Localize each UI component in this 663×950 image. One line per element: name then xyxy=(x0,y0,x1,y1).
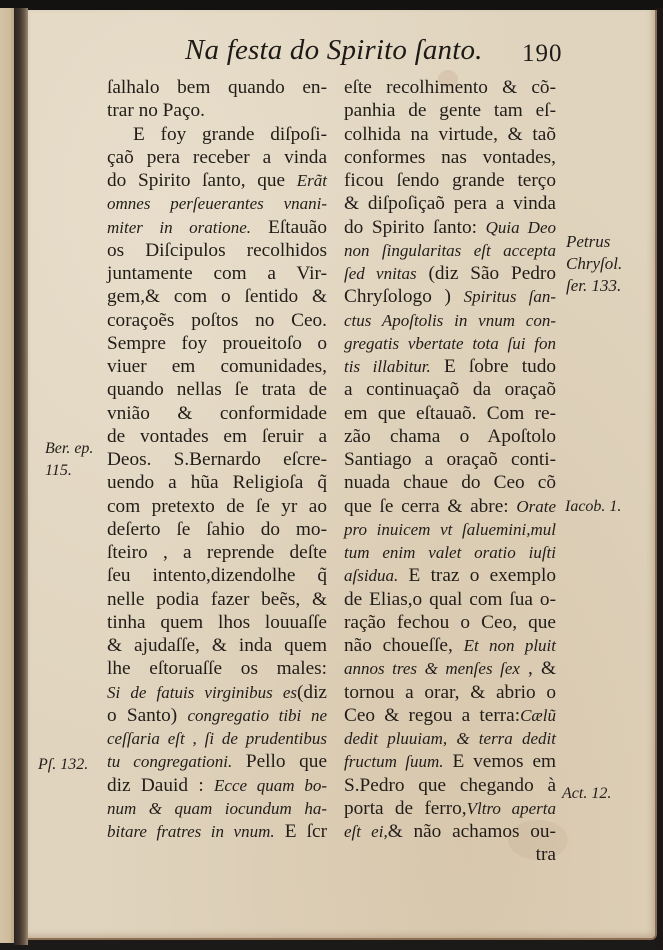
line-text: de vontades em ſeruir a xyxy=(107,425,327,447)
text-line xyxy=(344,797,556,820)
text-line xyxy=(107,239,327,262)
line-text: S.Pedro que chegando à xyxy=(344,774,556,796)
text-line xyxy=(344,611,556,634)
latin-quote: bitare fratres in vnum. xyxy=(107,822,275,841)
line-text: em que eſtauaõ. Com re- xyxy=(344,402,556,424)
marginal-line: Ber. ep. xyxy=(45,440,94,457)
line-text: ſteiro , a reprende deſte xyxy=(107,542,327,563)
running-title: Na festa do Spirito ſanto. xyxy=(185,34,483,66)
line-text: juntamente com a Vir- xyxy=(107,263,327,284)
latin-quote: Spiritus ſan- xyxy=(463,287,556,307)
text-line xyxy=(107,123,327,146)
marginal-line: Act. 12. xyxy=(562,785,612,802)
line-text: do Spirito ſanto, que xyxy=(107,170,297,191)
text-line xyxy=(344,448,556,471)
text-line xyxy=(344,146,556,169)
line-text: uendo a hũa Religioſa q̃ xyxy=(107,472,327,494)
latin-quote: Ecce quam bo- xyxy=(214,775,327,795)
text-line xyxy=(107,402,327,425)
text-line xyxy=(344,216,556,239)
text-line xyxy=(107,192,327,215)
text-line xyxy=(344,541,556,564)
marginal-line: 115. xyxy=(45,462,72,479)
latin-quote: eſt ei, xyxy=(344,822,388,841)
latin-quote: congregatio tibi ne xyxy=(187,705,327,725)
line-text: çaõ pera receber a vinda xyxy=(107,146,327,168)
text-line xyxy=(344,495,556,518)
latin-quote: tum enim valet oratio iuſti xyxy=(344,543,556,562)
text-line xyxy=(107,634,327,657)
line-text: eſte recolhimento & cõ- xyxy=(344,77,556,98)
text-line xyxy=(344,309,556,332)
text-line xyxy=(107,355,327,378)
text-line xyxy=(344,518,556,541)
line-text: não choueſſe, xyxy=(344,635,464,656)
text-line xyxy=(344,704,556,727)
marginal-line: Petrus xyxy=(566,232,611,251)
line-text: Pello que xyxy=(232,751,328,773)
line-text: tornou a orar, & abrio o xyxy=(344,681,556,703)
line-text: quando nellas ſe trata de xyxy=(107,379,327,401)
text-line xyxy=(107,285,327,308)
marginal-note-acts xyxy=(562,783,611,805)
text-line xyxy=(107,774,327,797)
text-line xyxy=(344,239,556,262)
line-text: viuer em comunidades, xyxy=(107,356,327,377)
line-text: Chryſologo ) xyxy=(344,286,464,308)
latin-quote: non ſingularitas eſt accepta xyxy=(344,240,556,260)
line-text: & não achamos ou- xyxy=(387,821,556,842)
text-line xyxy=(107,169,327,192)
line-text: & ajudaſſe, & inda quem xyxy=(107,635,327,656)
text-line xyxy=(344,169,556,192)
scan-top-border xyxy=(0,0,663,10)
text-line xyxy=(344,634,556,657)
text-line xyxy=(107,541,327,564)
line-text: & diſpoſiçaõ pera a vinda xyxy=(344,193,556,215)
marginal-line: Chryſol. xyxy=(566,254,623,273)
latin-quote: aſsidua. xyxy=(344,566,399,586)
line-text: E ſobre tudo xyxy=(430,356,556,377)
line-text: deſerto ſe ſahio do mo- xyxy=(107,518,327,540)
page-header xyxy=(160,34,600,74)
text-line xyxy=(107,681,327,704)
line-text: a continuaçaõ da oraçaõ xyxy=(344,379,556,401)
latin-quote: Quia Deo xyxy=(485,217,556,237)
text-line xyxy=(107,471,327,494)
line-text: porta de ferro, xyxy=(344,797,467,819)
latin-quote: dedit pluuiam, & terra dedit xyxy=(344,729,556,748)
line-text: Deos. S.Bernardo eſcre- xyxy=(107,449,327,470)
text-line xyxy=(344,402,556,425)
text-line xyxy=(344,355,556,378)
latin-quote: Si de fatuis virginibus es xyxy=(107,682,298,702)
text-line xyxy=(107,588,327,611)
latin-quote: tu congregationi. xyxy=(107,752,233,772)
latin-quote: pro inuicem vt ſaluemini,mul xyxy=(344,519,556,539)
line-text: panhia de gente tam eſ- xyxy=(344,100,556,122)
text-line xyxy=(344,588,556,611)
line-text: coraçoẽs poſtos no Ceo. xyxy=(107,309,327,331)
text-line xyxy=(344,774,556,797)
latin-quote: num & quam iocundum ha- xyxy=(107,798,327,818)
line-text: diz Dauid : xyxy=(107,774,215,796)
text-line xyxy=(107,750,327,773)
text-line xyxy=(344,681,556,704)
line-text: Sempre foy proueitoſo o xyxy=(107,332,327,354)
latin-quote: fructum ſuum. xyxy=(344,752,444,772)
previous-page-edge xyxy=(0,8,14,943)
text-line xyxy=(107,564,327,587)
latin-quote: Et non pluit xyxy=(463,636,556,655)
marginal-line: ſer. 133. xyxy=(566,276,622,295)
line-text: gem,& com o ſentido & xyxy=(107,286,327,308)
text-line xyxy=(107,611,327,634)
text-line xyxy=(107,309,327,332)
line-text: com pretexto de ſe yr ao xyxy=(107,495,327,517)
line-text: os Diſcipulos recolhidos xyxy=(107,239,327,261)
text-line xyxy=(344,820,556,843)
text-line xyxy=(344,285,556,308)
text-line xyxy=(107,262,327,285)
text-line xyxy=(107,76,327,99)
line-text: de Elias,o qual com ſua o- xyxy=(344,588,556,610)
text-line xyxy=(344,123,556,146)
text-line xyxy=(344,750,556,773)
text-line xyxy=(107,727,327,750)
marginal-note-psalm xyxy=(38,754,88,776)
line-text: lhe eſtoruaſſe os males: xyxy=(107,658,327,680)
line-text: conformes nas vontades, xyxy=(344,146,556,168)
line-text: trar no Paço. xyxy=(107,100,205,122)
line-text: E vemos em xyxy=(443,751,557,773)
book-gutter xyxy=(14,8,28,945)
catchword xyxy=(344,843,556,866)
latin-quote: gregatis vbertate tota ſui fon xyxy=(344,333,556,353)
line-text: E foy grande diſpoſi- xyxy=(133,123,327,145)
line-text: colhida na virtude, & taõ xyxy=(344,123,556,145)
text-line xyxy=(344,99,556,122)
line-text: zão chama o Apoſtolo xyxy=(344,425,556,447)
latin-quote: omnes perſeuerantes vnani- xyxy=(107,194,327,214)
line-text: nuada chaue do Ceo cõ xyxy=(344,472,556,494)
text-line xyxy=(344,262,556,285)
line-text: o Santo) xyxy=(107,704,188,726)
text-line xyxy=(344,564,556,587)
text-line xyxy=(107,216,327,239)
left-text-column xyxy=(107,76,327,843)
text-line xyxy=(344,657,556,680)
text-line xyxy=(107,332,327,355)
text-line xyxy=(107,378,327,401)
line-text: tinha quem lhos louuaſſe xyxy=(107,611,327,633)
line-text: vnião & conformidade xyxy=(107,402,327,424)
line-text: ſeu intento,dizendolhe q̃ xyxy=(107,565,327,587)
text-line xyxy=(107,495,327,518)
latin-quote: miter in oratione. xyxy=(107,217,252,237)
latin-quote: ſed vnitas xyxy=(344,264,417,283)
text-line xyxy=(107,425,327,448)
text-line xyxy=(344,727,556,750)
marginal-note-chrysologus xyxy=(566,231,622,297)
marginal-note-bernard xyxy=(45,438,93,482)
text-line xyxy=(344,378,556,401)
line-text: ſalhalo bem quando en- xyxy=(107,77,327,98)
line-text: Santiago a oraçaõ conti- xyxy=(344,449,556,470)
marginal-line: Pſ. 132. xyxy=(38,756,89,773)
text-line xyxy=(344,425,556,448)
line-text: Eſtauão xyxy=(251,216,327,238)
latin-quote: Vltro aperta xyxy=(466,798,556,818)
latin-quote: Erãt xyxy=(296,171,327,190)
marginal-line: Iacob. 1. xyxy=(565,498,622,515)
text-line xyxy=(107,448,327,471)
latin-quote: Cælũ xyxy=(520,705,556,725)
text-line xyxy=(107,797,327,820)
marginal-note-james xyxy=(565,496,621,518)
line-text: (diz xyxy=(297,681,327,703)
text-line xyxy=(107,704,327,727)
latin-quote: ctus Apoſtolis in vnum con- xyxy=(344,310,556,330)
line-text: ração fechou o Ceo, que xyxy=(344,611,556,633)
latin-quote: ceſſaria eſt , ſi de prudentibus xyxy=(107,729,327,748)
line-text: E ſcr xyxy=(274,821,327,842)
text-line xyxy=(344,76,556,99)
line-text: Ceo & regou a terra: xyxy=(344,704,521,726)
line-text: E traz o exemplo xyxy=(398,565,556,587)
text-line xyxy=(107,146,327,169)
text-line xyxy=(344,332,556,355)
text-line xyxy=(107,657,327,680)
text-line xyxy=(344,471,556,494)
text-line xyxy=(107,99,327,122)
line-text: nelle podia fazer beẽs, & xyxy=(107,588,327,610)
line-text: do Spirito ſanto: xyxy=(344,216,486,238)
page-number: 190 xyxy=(522,40,563,67)
line-text: ficou ſendo grande terço xyxy=(344,170,556,191)
line-text: que ſe cerra & abre: xyxy=(344,495,517,517)
latin-quote: tis illabitur. xyxy=(344,357,431,376)
right-text-column xyxy=(344,76,556,867)
line-text: tra xyxy=(535,844,556,866)
line-text: , & xyxy=(519,658,556,680)
latin-quote: Orate xyxy=(516,496,556,516)
text-line xyxy=(344,192,556,215)
text-line xyxy=(107,518,327,541)
line-text: (diz São Pedro xyxy=(416,263,556,284)
text-line xyxy=(107,820,327,843)
latin-quote: annos tres & menſes ſex xyxy=(344,659,520,679)
